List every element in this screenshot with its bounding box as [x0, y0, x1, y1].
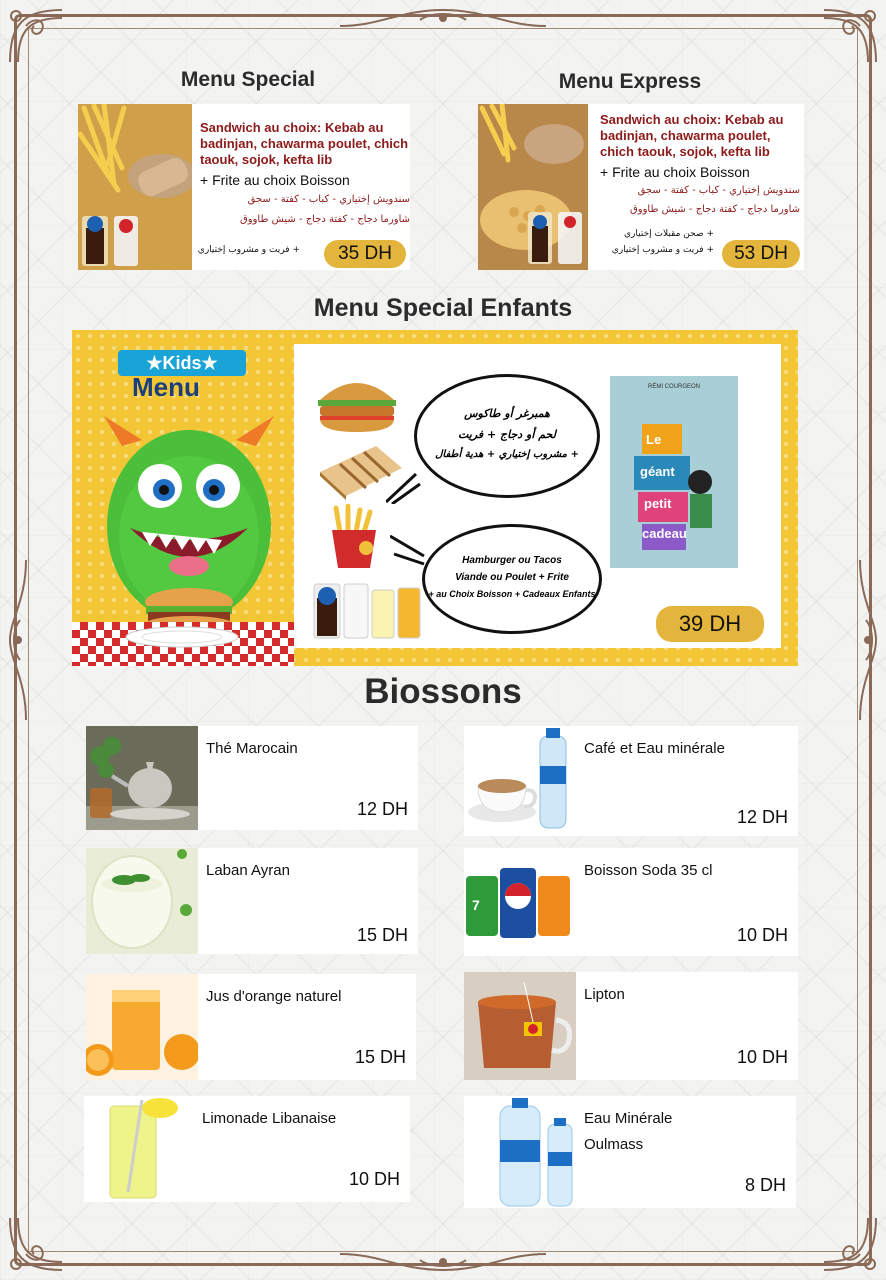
drinks-illustration	[312, 576, 422, 640]
plate-illustration	[124, 626, 240, 648]
book-title-2: géant	[640, 464, 675, 479]
menu-special-title: Menu Special	[180, 68, 316, 91]
menu-express-description-fr: Sandwich au choix: Kebab au badinjan, chawarma poulet, chich taouk, sojok, kefta lib	[600, 112, 784, 159]
drink-name: Thé Marocain	[206, 740, 298, 757]
drink-price: 15 DH	[356, 925, 408, 945]
drink-price: 10 DH	[348, 1169, 400, 1189]
kids-menu-banner	[72, 330, 798, 666]
monster-mascot-illustration	[94, 416, 284, 636]
drink-name: Boisson Soda 35 cl	[584, 862, 713, 879]
drink-name: Laban Ayran	[206, 862, 290, 879]
gift-book-cover	[610, 376, 738, 568]
drink-item	[464, 1096, 796, 1208]
drink-price: 12 DH	[736, 807, 788, 827]
kids-bubble-arabic	[414, 374, 600, 498]
bubble-ar-line-2: لحم أو دجاج + فريت	[457, 428, 557, 441]
drink-item	[86, 848, 418, 954]
drink-price: 8 DH	[744, 1175, 786, 1195]
book-title-1: Le	[646, 432, 662, 447]
bubble-ar-line-1: همبرغر أو طاكوس	[464, 407, 550, 420]
drinks-title: Biossons	[364, 672, 522, 711]
kids-bubble-french	[422, 524, 602, 634]
kids-menu-price: 39 DH	[656, 606, 764, 642]
bubble-fr-line-1: Hamburger ou Tacos	[462, 555, 562, 566]
flourish-left	[6, 560, 32, 720]
menu-express-title: Menu Express	[558, 70, 702, 93]
menu-special-extras: + Frite au choix Boisson	[200, 172, 350, 188]
bubble-fr-line-3: + au Choix Boisson + Cadeaux Enfants	[428, 589, 596, 599]
drink-item	[86, 726, 418, 830]
kids-menu-logo	[118, 350, 246, 410]
mineral-water-photo	[464, 1096, 576, 1208]
drink-name: Lipton	[584, 986, 625, 1003]
drink-price: 10 DH	[736, 925, 788, 945]
menu-special-arabic-line-3: + فريت و مشروب إختياري	[197, 245, 300, 255]
bubble-spikes-bottom	[390, 534, 430, 574]
menu-express-photo	[478, 104, 588, 270]
menu-express-arabic-line-4: + فريت و مشروب إختياري	[611, 245, 714, 255]
book-title-4: cadeau	[642, 526, 687, 541]
book-author: RÉMI COURGEON	[647, 384, 700, 390]
kids-logo-ribbon: ★Kids★	[118, 350, 246, 376]
bubble-fr-line-2: Viande ou Poulet + Frite	[455, 572, 569, 583]
svg-text:7: 7	[472, 897, 480, 913]
menu-express-card	[478, 104, 804, 270]
menu-special-arabic-line-2: شاورما دجاج - كفتة دجاج - شيش طاووق	[240, 214, 410, 225]
drink-subtitle: Oulmass	[584, 1136, 644, 1153]
kids-menu-panel	[294, 344, 781, 648]
menu-special-description-fr: Sandwich au choix: Kebab au badinjan, chawarma poulet, chich taouk, sojok, kefta lib	[200, 120, 409, 167]
flourish-bottom	[340, 1248, 546, 1274]
corner-ornament-bottom-right	[818, 1212, 882, 1276]
menu-express-extras: + Frite au choix Boisson	[600, 164, 750, 180]
menu-express-price: 53 DH	[722, 240, 800, 268]
bubble-ar-line-3: + مشروب إختياري + هدية أطفال	[435, 449, 579, 460]
bubble-spikes-top	[386, 464, 426, 504]
book-title-3: petit	[644, 496, 672, 511]
drink-item	[84, 1096, 410, 1202]
corner-ornament-top-left	[4, 4, 68, 68]
drink-price: 10 DH	[736, 1047, 788, 1067]
ayran-photo	[86, 848, 198, 954]
drink-name: Eau Minérale	[584, 1110, 673, 1127]
drink-item	[464, 848, 798, 956]
drink-name: Limonade Libanaise	[202, 1110, 337, 1127]
kids-menu-title: Menu Special Enfants	[313, 294, 573, 322]
menu-express-arabic-line-3: + صحن مقبلات إختياري	[624, 229, 714, 239]
lipton-photo	[464, 972, 576, 1080]
menu-special-card	[78, 104, 410, 270]
corner-ornament-bottom-left	[4, 1212, 68, 1276]
flourish-right	[854, 560, 880, 720]
tea-photo	[86, 726, 198, 830]
drink-item	[464, 972, 798, 1080]
drink-name: Café et Eau minérale	[584, 740, 725, 757]
kids-logo-word: Menu	[132, 372, 200, 402]
drink-item	[86, 974, 416, 1080]
burger-illustration	[314, 374, 400, 434]
coffee-water-photo	[464, 726, 576, 836]
corner-ornament-top-right	[818, 4, 882, 68]
drink-item	[464, 726, 798, 836]
menu-special-photo	[78, 104, 192, 270]
orange-juice-photo	[86, 974, 198, 1080]
fries-illustration	[326, 504, 382, 570]
menu-express-arabic-line-2: شاورما دجاج - كفتة دجاج - شيش طاووق	[630, 204, 800, 215]
menu-special-price: 35 DH	[324, 240, 406, 268]
menu-special-arabic-line-1: سندويش إختياري - كباب - كفتة - سجق	[247, 194, 410, 205]
lemonade-photo	[84, 1096, 196, 1202]
menu-express-arabic-line-1: سندويش إختياري - كباب - كفتة - سجق	[637, 185, 800, 196]
flourish-top	[340, 6, 546, 32]
drink-price: 15 DH	[354, 1047, 406, 1067]
drink-name: Jus d'orange naturel	[206, 988, 342, 1005]
soda-photo	[464, 848, 576, 956]
drink-price: 12 DH	[356, 799, 408, 819]
